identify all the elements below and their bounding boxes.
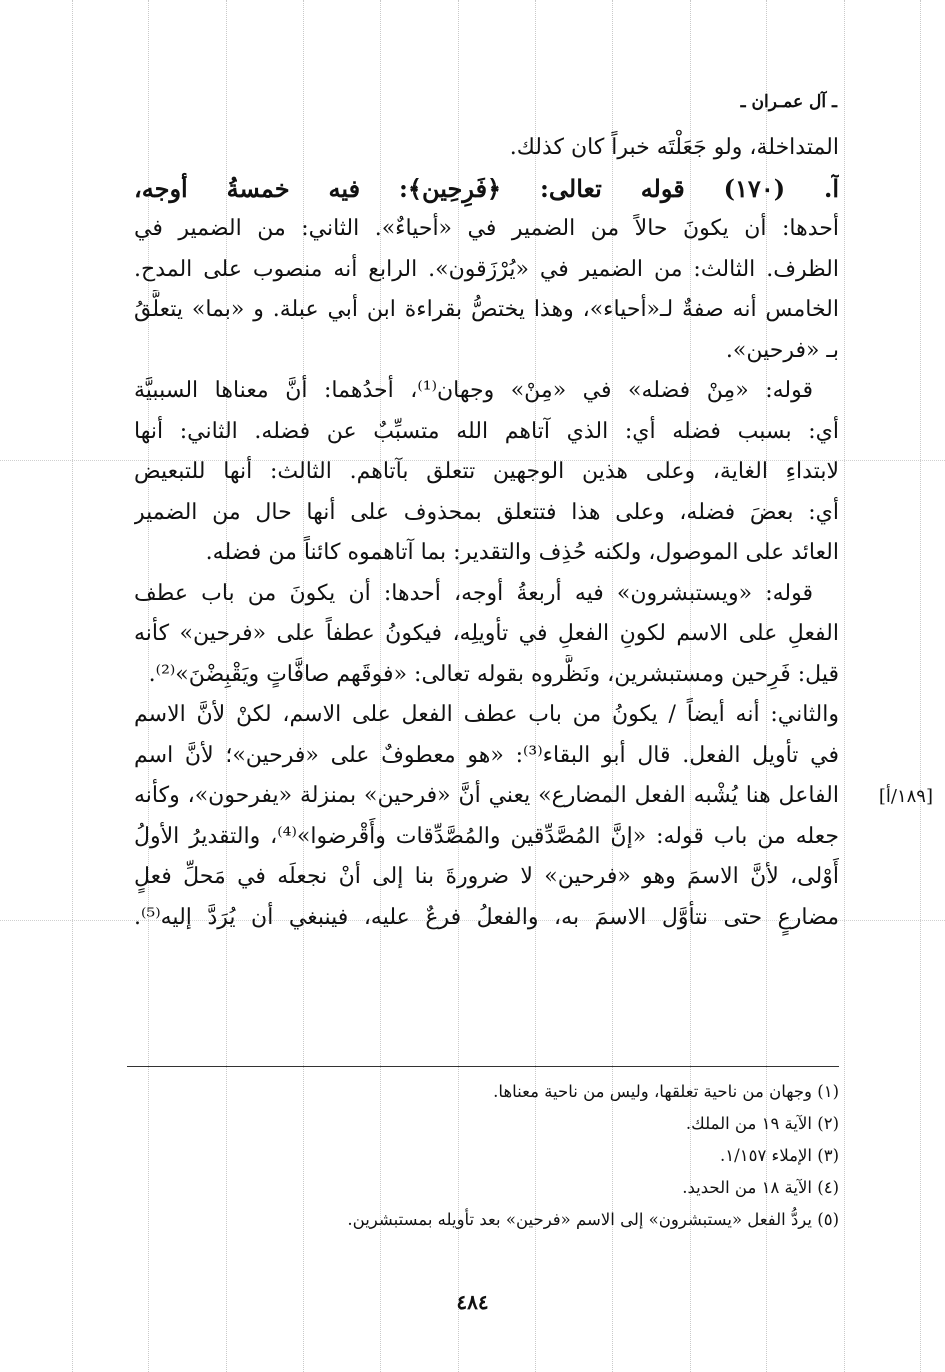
text-line: أي: بعضَ فضله، وعلى هذا فتتعلق بمحذوف على أنها حال من الضمير (134, 499, 839, 525)
footnotes (127, 1076, 839, 1236)
text-line: المتداخلة، ولو جَعَلْتَه خبراً كان كذلك. (509, 135, 839, 160)
footnote: (٢) الآية ١٩ من الملك. (685, 1114, 839, 1133)
text-line: لابتداءِ الغاية، وعلى هذين الوجهين تتعلق بآتاهم. الثالث: أنها للتبعيض (134, 459, 839, 484)
footnote-divider (127, 1066, 839, 1067)
footnote: (٣) الإملاء ١/١٥٧. (720, 1146, 839, 1165)
text-line: أحدها: أن يكونَ حالاً من الضمير في «أحياءٌ». الثاني: من الضمير في (134, 216, 839, 241)
page-number: ٤٨٤ (456, 1290, 489, 1314)
text-line: قوله: «مِنْ فضله» في «مِنْ» وجهان⁽¹⁾، أحدُهما: أنَّ معناها السببيَّة (134, 378, 813, 403)
text-line: العائد على الموصول، ولكنه حُذِف والتقدير: بما آتاهموه كائناً من فضله. (205, 540, 839, 565)
text-line: الظرف. الثالث: من الضمير في «يُرْزَقون». الرابع أنه منصوب على المدح. (134, 256, 839, 282)
grid-line (920, 0, 921, 1372)
footnote: (٤) الآية ١٨ من الحديد. (682, 1178, 839, 1197)
margin-folio-note: [١٨٩/أ] (878, 786, 933, 807)
grid-line (72, 0, 73, 1372)
text-line: جعله من باب قوله: «إنَّ المُصَّدِّقين والمُصَّدِّقات وأَقْرضوا»⁽⁴⁾، والتقديرُ الأولُ (134, 823, 839, 849)
text-line: الفاعل هنا يُشْبه الفعل المضارع» يعني أنَّ «فرحين» بمنزلة «يفرحون»، وكأنه (134, 783, 839, 808)
text-line: في تأويل الفعل. قال أبو البقاء⁽³⁾: «هو معطوفٌ على «فرحين»؛ لأنَّ اسم (134, 742, 839, 768)
text-line: الخامس أنه صفةٌ لـ«أحياء»، وهذا يختصُّ بقراءة ابن أبي عبلة. و «بما» يتعلَّقُ (134, 297, 839, 322)
text-line: قوله: «ويستبشرون» فيه أربعةُ أوجه، أحدها: أن يكونَ من باب عطف (134, 580, 813, 606)
text-line: بـ «فرحين». (725, 337, 839, 363)
text-line: الفعلِ على الاسم لكونِ الفعلِ في تأويلِه، فيكونُ عطفاً على «فرحين» كأنه (134, 621, 839, 646)
text-line: أي: بسبب فضله أي: الذي آتاهم الله متسبِّبٌ عن فضله. الثاني: أنها (134, 418, 839, 444)
text-line: قيل: فَرِحين ومستبشرين، ونَظَّروه بقوله تعالى: «فوقَهم صافَّاتٍ ويَقْبِضْنَ»⁽²⁾. (148, 661, 839, 687)
footnote: (١) وجهان من ناحية تعلقها، وليس من ناحية معناها. (493, 1082, 839, 1101)
verse-heading: آ. (١٧٠) قوله تعالى: ﴿فَرِحِين﴾: فيه خمسةُ أوجه، (134, 173, 839, 203)
text-line: مضارعٍ حتى نتأوَّل الاسمَ به، والفعلُ فرعٌ عليه، فينبغي أن يُرَدَّ إليه⁽⁵⁾. (134, 904, 839, 930)
text-line: والثاني: أنه أيضاً / يكونُ من باب عطف الفعل على الاسم، لكنْ لأنَّ الاسم (134, 702, 839, 727)
grid-line (844, 0, 845, 1372)
running-head: ـ آل عمـران ـ (740, 92, 837, 112)
text-line: أَوْلى، لأنَّ الاسمَ وهو «فرحين» لا ضرورةَ بنا إلى أنْ نجعلَه في مَحلِّ فعلٍ (134, 864, 839, 889)
main-text (134, 128, 839, 938)
footnote: (٥) يردُّ الفعل «يستبشرون» إلى الاسم «فرحين» بعد تأويله بمستبشرين. (347, 1210, 839, 1229)
